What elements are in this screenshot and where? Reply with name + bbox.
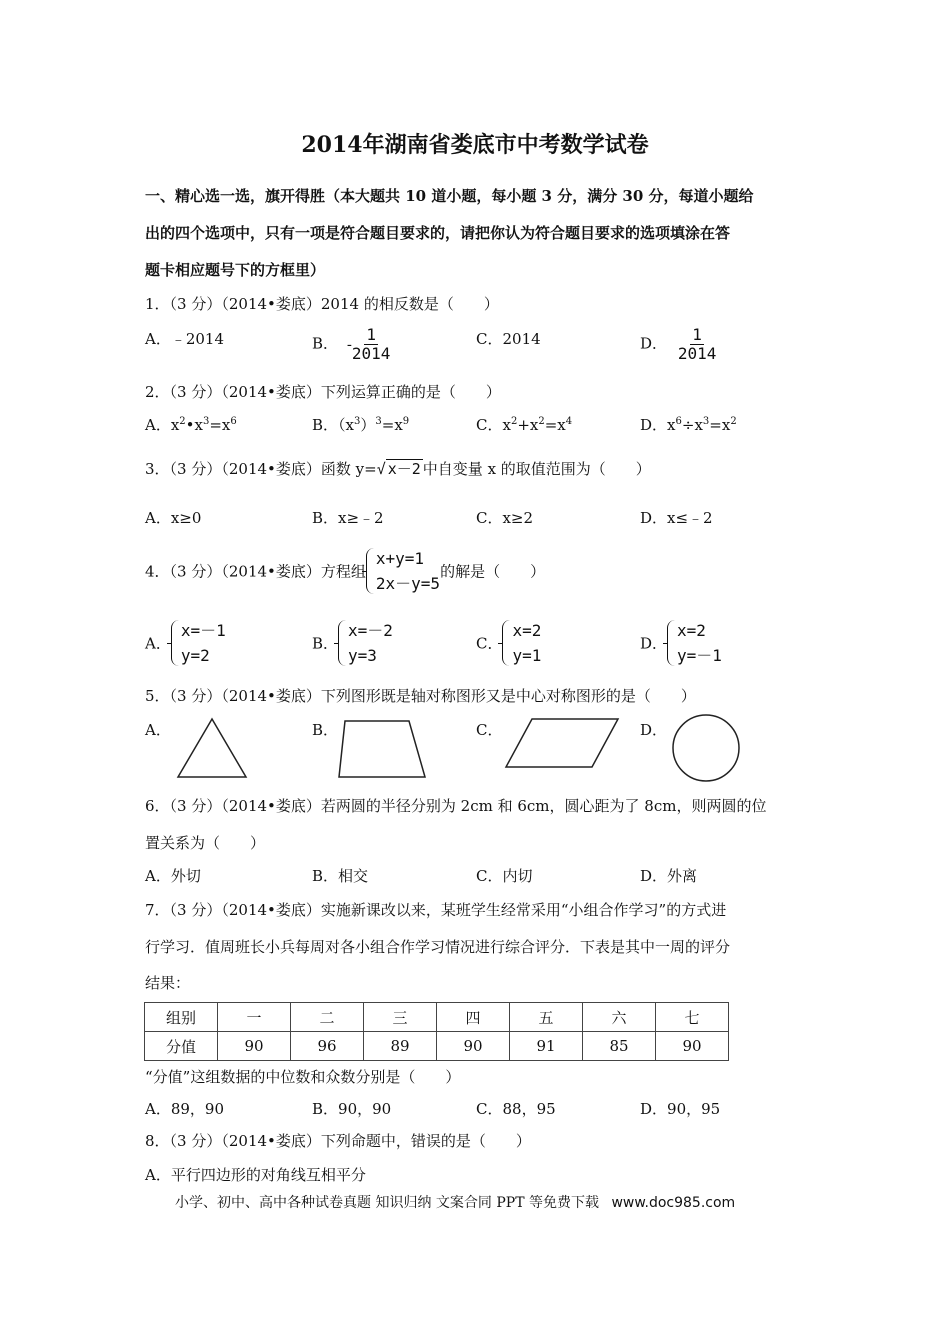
table-cell: 90 (656, 1032, 729, 1061)
question-6-line1: 6．（3 分）（2014•娄底）若两圆的半径分别为 2cm 和 6cm，圆心距为了 8cm，则两圆的位 (145, 797, 767, 815)
q5-option-b: B． (312, 721, 339, 739)
circle-figure (668, 712, 748, 786)
table-cell: 六 (583, 1003, 656, 1032)
q7-option-b: B．90，90 (312, 1100, 392, 1118)
table-cell: 85 (583, 1032, 656, 1061)
q4-option-a: A． x=－1 y=2 (145, 618, 226, 668)
section-heading-line1: 一、精心选一选，旗开得胜（本大题共 10 道小题，每小题 3 分，满分 30 分，每道小题给 (145, 187, 754, 205)
q3-option-b: B．x≥﹣2 (312, 509, 384, 527)
question-5-stem: 5．（3 分）（2014•娄底）下列图形既是轴对称图形又是中心对称图形的是（ ） (145, 687, 696, 705)
q3-option-a: A．x≥0 (145, 509, 202, 527)
q2-option-a: A．$x^2•x^3=x^6$ (145, 416, 237, 434)
q8-option-a: A．平行四边形的对角线互相平分 (145, 1166, 366, 1184)
section-heading-line3: 题卡相应题号下的方框里） (145, 261, 326, 279)
footer (175, 1192, 735, 1212)
question-8-stem: 8．（3 分）（2014•娄底）下列命题中，错误的是（ ） (145, 1132, 531, 1150)
table-cell: 四 (437, 1003, 510, 1032)
question-7-line2: 行学习．值周班长小兵每周对各小组合作学习情况进行综合评分．下表是其中一周的评分 (145, 938, 731, 956)
equation-system: x+y=1 2x－y=5 (366, 546, 440, 596)
q6-option-d: D．外离 (640, 867, 698, 885)
q2-option-b: B．$(x^3)^3=x^9$ (312, 416, 410, 434)
q5-option-a: A． (145, 721, 171, 739)
table-row (145, 1032, 729, 1061)
q2-option-d: D．$x^6\div x^3=x^2$ (640, 416, 737, 434)
section-heading-line2: 出的四个选项中，只有一项是符合题目要求的，请把你认为符合题目要求的选项填涂在答 (145, 224, 731, 242)
question-7-ask: “分值”这组数据的中位数和众数分别是（ ） (145, 1068, 461, 1086)
question-7-line3: 结果： (145, 974, 191, 992)
footer-text: 小学、初中、高中各种试卷真题 知识归纳 文案合同 PPT 等免费下载 (175, 1195, 599, 1211)
sqrt-symbol: √ x－2 (376, 460, 421, 478)
q1-option-d: D． $\frac{1}{2014}$ (640, 325, 717, 363)
q3-option-c: C．x≥2 (476, 509, 534, 527)
q7-option-a: A．89，90 (145, 1100, 225, 1118)
table-cell: 二 (291, 1003, 364, 1032)
table-cell: 三 (364, 1003, 437, 1032)
score-table (144, 1002, 729, 1061)
q4-option-b: B． x=－2 y=3 (312, 618, 393, 668)
question-6-line2: 置关系为（ ） (145, 834, 266, 852)
table-cell: 89 (364, 1032, 437, 1061)
table-cell: 分值 (145, 1032, 218, 1061)
question-7-line1: 7．（3 分）（2014•娄底）实施新课改以来，某班学生经常采用“小组合作学习”的方式进 (145, 901, 727, 919)
q4-option-d: D． x=2 y=－1 (640, 618, 722, 668)
q6-option-b: B．相交 (312, 867, 369, 885)
footer-link[interactable]: www.doc985.com (611, 1195, 736, 1211)
q1-option-c: C．2014 (476, 330, 541, 348)
q6-option-a: A．外切 (145, 867, 201, 885)
question-1-stem: 1．（3 分）（2014•娄底）2014 的相反数是（ ） (145, 295, 499, 313)
page-title: 2014年湖南省娄底市中考数学试卷 (301, 132, 649, 158)
q1-option-b: B． - $\frac{1}{2014}$ (312, 325, 391, 363)
q5-option-d: D． (640, 721, 668, 739)
table-cell: 组别 (145, 1003, 218, 1032)
q1-option-a: A．﹣2014 (145, 330, 225, 348)
question-3-stem: 3．（3 分）（2014•娄底）函数 y=√ x－2 中自变量 x 的取值范围为（ ） (145, 460, 651, 478)
triangle-figure (170, 715, 260, 785)
q2-option-c: C．$x^2+x^2=x^4$ (476, 416, 573, 434)
table-cell: 96 (291, 1032, 364, 1061)
q3-option-d: D．x≤﹣2 (640, 509, 713, 527)
q7-option-c: C．88，95 (476, 1100, 556, 1118)
question-2-stem: 2．（3 分）（2014•娄底）下列运算正确的是（ ） (145, 383, 501, 401)
q4-option-c: C． x=2 y=1 (476, 618, 541, 668)
table-cell: 五 (510, 1003, 583, 1032)
table-cell: 七 (656, 1003, 729, 1032)
q7-option-d: D．90，95 (640, 1100, 721, 1118)
q5-option-c: C． (476, 721, 503, 739)
table-cell: 91 (510, 1032, 583, 1061)
parallelogram-figure (500, 715, 620, 775)
question-4-stem: 4．（3 分）（2014•娄底）方程组 x+y=1 2x－y=5 的解是（ ） (145, 546, 545, 596)
table-cell: 90 (218, 1032, 291, 1061)
trapezoid-figure (335, 715, 435, 785)
q6-option-c: C．内切 (476, 867, 533, 885)
table-cell: 90 (437, 1032, 510, 1061)
table-header-row (145, 1003, 729, 1032)
table-cell: 一 (218, 1003, 291, 1032)
